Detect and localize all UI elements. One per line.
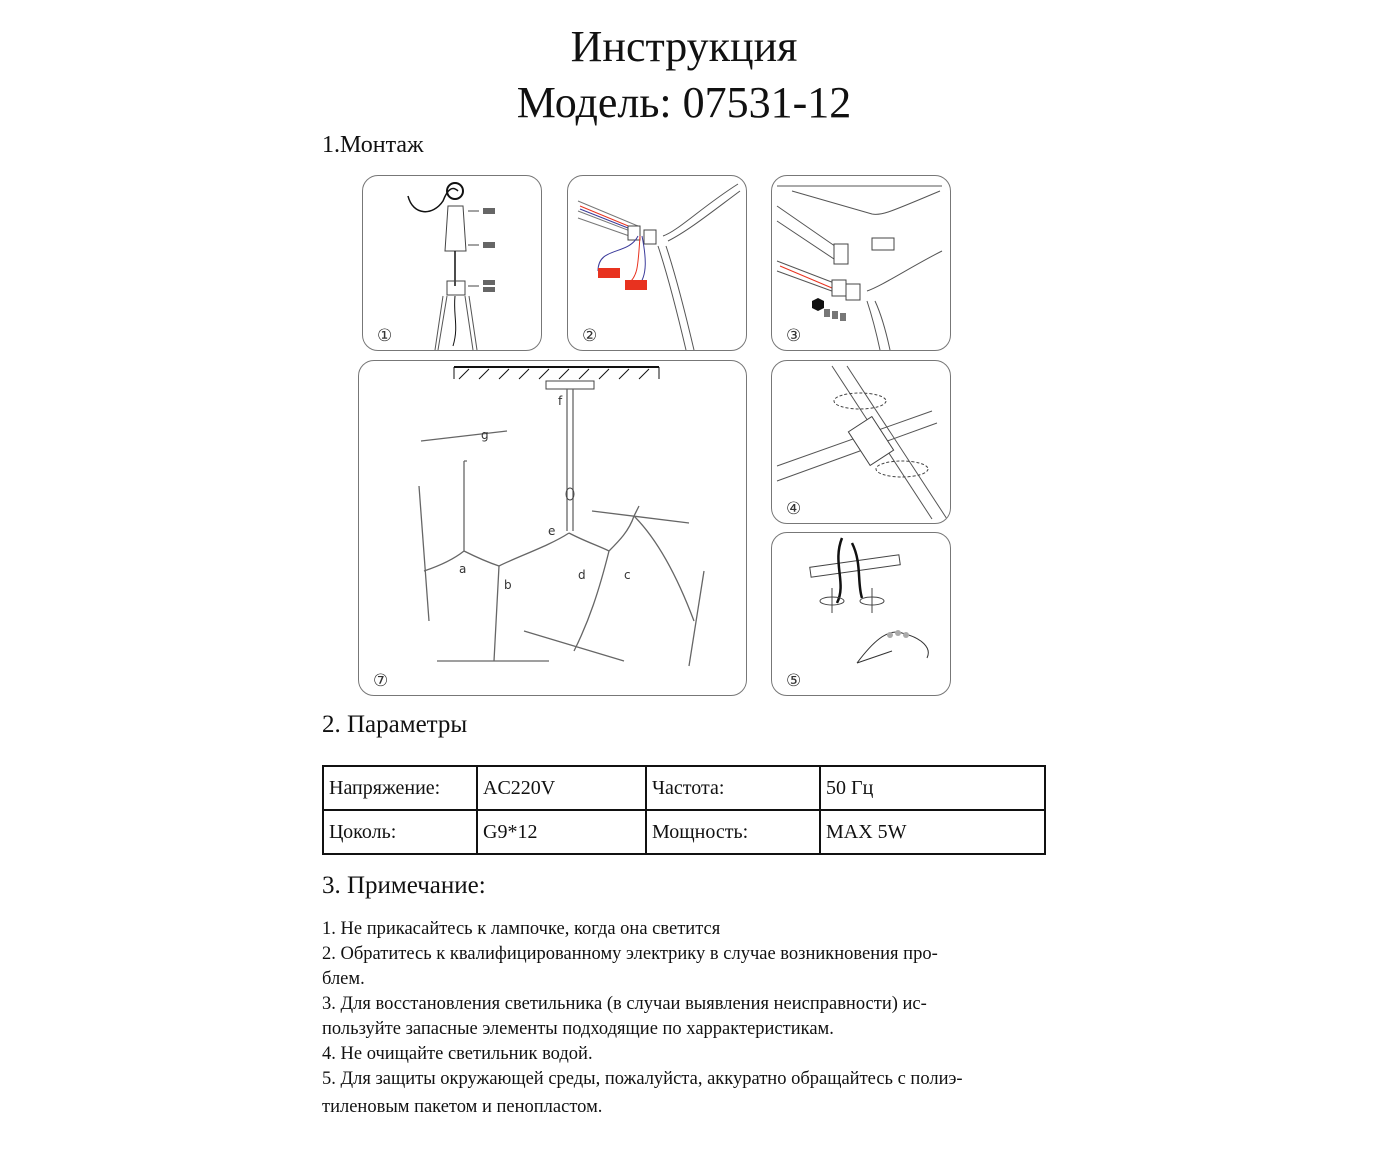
- label-a: a: [459, 562, 467, 576]
- step-number: ⑤: [786, 671, 802, 691]
- label-g: g: [481, 428, 489, 442]
- parameters-table: [322, 765, 1046, 855]
- param-label: Цоколь:: [323, 810, 477, 854]
- label-f: f: [558, 394, 563, 408]
- section-assembly-heading: 1.Монтаж: [322, 132, 424, 158]
- diagram-step-3: [771, 175, 951, 351]
- step-number: ④: [786, 499, 802, 519]
- note-line: 1. Не прикасайтесь к лампочке, когда она светится: [322, 919, 721, 939]
- note-line: блем.: [322, 969, 365, 989]
- step-number: ①: [377, 326, 393, 346]
- note-line: 4. Не очищайте светильник водой.: [322, 1044, 593, 1064]
- step-number: ⑦: [373, 671, 389, 691]
- param-label: Напряжение:: [323, 766, 477, 810]
- label-e: e: [548, 524, 556, 538]
- table-row: [323, 810, 1045, 854]
- section-parameters-heading: 2. Параметры: [322, 711, 468, 738]
- model-number: Модель: 07531-12: [516, 78, 852, 127]
- param-value: AC220V: [477, 766, 646, 810]
- label-d: d: [578, 568, 586, 582]
- diagram-step-2: [567, 175, 747, 351]
- note-line: пользуйте запасные элементы подходящие по харрактеристикам.: [322, 1019, 834, 1039]
- note-line: 5. Для защиты окружающей среды, пожалуйста, аккуратно обращайтесь с полиэ-: [322, 1069, 963, 1089]
- suspension-assembly-illustration: [363, 176, 541, 350]
- table-row: [323, 766, 1045, 810]
- label-b: b: [504, 578, 512, 592]
- step-number: ③: [786, 326, 802, 346]
- step-number: ②: [582, 326, 598, 346]
- section-notes-heading: 3. Примечание:: [322, 872, 486, 899]
- diagram-step-4: [771, 360, 951, 524]
- chandelier-overview-illustration: [359, 361, 746, 695]
- param-value: 50 Гц: [820, 766, 1045, 810]
- wire-connector-illustration: [568, 176, 746, 350]
- note-line: 3. Для восстановления светильника (в случаи выявления неисправности) ис-: [322, 994, 927, 1014]
- note-line: тиленовым пакетом и пенопластом.: [322, 1097, 603, 1117]
- param-label: Мощность:: [646, 810, 820, 854]
- param-value: MAX 5W: [820, 810, 1045, 854]
- param-value: G9*12: [477, 810, 646, 854]
- diagram-step-1: [362, 175, 542, 351]
- diagram-step-7: [358, 360, 747, 696]
- param-label: Частота:: [646, 766, 820, 810]
- document-title: Инструкция: [570, 22, 798, 71]
- joint-fixing-illustration: [772, 176, 950, 350]
- label-c: c: [624, 568, 631, 582]
- note-line: 2. Обратитесь к квалифицированному электрику в случае возникновения про-: [322, 944, 938, 964]
- diagram-step-5: [771, 532, 951, 696]
